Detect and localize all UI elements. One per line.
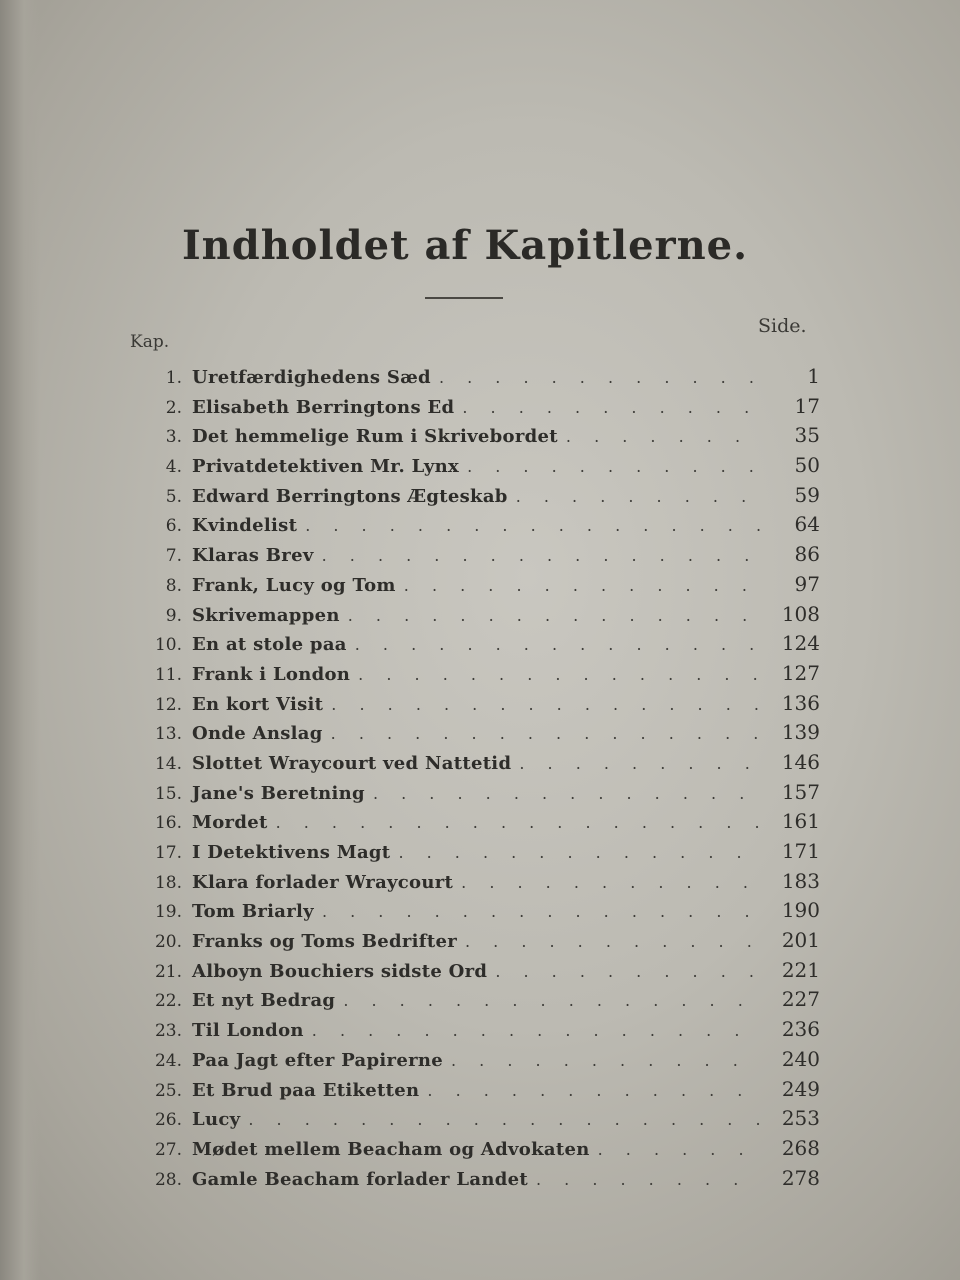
chapter-title: Et nyt Bedrag: [192, 990, 336, 1012]
chapter-page-number: 59: [794, 482, 820, 507]
chapter-number: 14.: [154, 753, 182, 774]
toc-entry: [130, 483, 820, 513]
toc-entry: [130, 1077, 820, 1107]
title-divider: [425, 297, 503, 299]
dot-leader: [343, 991, 760, 1010]
toc-entry: [130, 572, 820, 602]
chapter-page-number: 108: [781, 601, 820, 626]
chapter-number: 23.: [154, 1021, 182, 1042]
toc-entry: [130, 780, 820, 810]
chapter-title: Gamle Beacham forlader Landet: [192, 1168, 528, 1190]
toc-entry: [130, 898, 820, 928]
toc-entry: [130, 453, 820, 483]
dot-leader: [462, 398, 760, 417]
chapter-number: 15.: [154, 783, 182, 804]
toc-entry: [130, 542, 820, 572]
chapter-number: 8.: [165, 575, 182, 596]
chapter-page-number: 161: [781, 809, 820, 834]
table-of-contents: [130, 364, 820, 1195]
chapter-title: Paa Jagt efter Papirerne: [192, 1049, 443, 1071]
chapter-page-number: 171: [781, 839, 820, 863]
chapter-title: Privatdetektiven Mr. Lynx: [192, 456, 460, 478]
chapter-title: Klara forlader Wraycourt: [192, 871, 454, 893]
chapter-page-number: 221: [781, 957, 820, 982]
chapter-title: Mødet mellem Beacham og Advokaten: [192, 1138, 590, 1160]
chapter-page-number: 17: [794, 393, 820, 418]
chapter-number: 13.: [154, 724, 182, 745]
chapter-title: Frank, Lucy og Tom: [192, 574, 396, 596]
dot-leader: [461, 873, 760, 892]
chapter-number: 5.: [165, 486, 182, 507]
dot-leader: [404, 576, 760, 595]
chapter-number: 28.: [154, 1169, 182, 1190]
chapter-title: Mordet: [192, 812, 268, 834]
chapter-number: 11.: [154, 664, 182, 685]
toc-entry: [130, 809, 820, 839]
chapter-number: 22.: [154, 991, 182, 1012]
chapter-title: Frank i London: [192, 663, 351, 685]
chapter-page-number: 86: [794, 542, 820, 567]
toc-entry: [130, 364, 820, 394]
chapter-title: Elisabeth Berringtons Ed: [192, 396, 455, 418]
chapter-number: 6.: [165, 516, 182, 537]
chapter-number: 16.: [154, 813, 182, 834]
dot-leader: [398, 843, 760, 862]
dot-leader: [451, 1051, 760, 1070]
dot-leader: [322, 902, 760, 921]
chapter-page-number: 227: [781, 987, 820, 1012]
chapter-page-number: 50: [794, 453, 820, 478]
chapter-page-number: 249: [781, 1076, 820, 1101]
chapter-title: Jane's Beretning: [192, 782, 365, 804]
dot-leader: [439, 368, 760, 387]
chapter-page-number: 157: [781, 779, 820, 804]
dot-leader: [495, 962, 760, 981]
toc-entry: [130, 512, 820, 542]
chapter-page-number: 136: [781, 690, 820, 715]
toc-entry: [130, 958, 820, 988]
dot-leader: [322, 546, 760, 565]
chapter-title: Et Brud paa Etiketten: [192, 1079, 420, 1101]
chapter-title: Skrivemappen: [192, 604, 340, 626]
chapter-page-number: 64: [794, 512, 820, 537]
dot-leader: [331, 724, 760, 743]
dot-leader: [331, 695, 760, 714]
chapter-page-number: 183: [781, 868, 820, 893]
chapter-number: 25.: [154, 1080, 182, 1101]
toc-entry: [130, 661, 820, 691]
dot-leader: [355, 635, 760, 654]
chapter-number: 17.: [154, 843, 182, 863]
chapter-title: Uretfærdighedens Sæd: [192, 367, 431, 388]
chapter-page-number: 139: [781, 720, 820, 745]
toc-entry: [130, 987, 820, 1017]
toc-entry: [130, 1106, 820, 1136]
chapter-page-number: 124: [781, 631, 820, 656]
dot-leader: [519, 754, 760, 773]
chapter-page-number: 253: [781, 1106, 820, 1131]
chapter-title: Klaras Brev: [192, 545, 314, 567]
chapter-number: 3.: [165, 427, 182, 448]
chapter-page-number: 146: [781, 749, 820, 774]
dot-leader: [312, 1021, 760, 1040]
dot-leader: [348, 606, 760, 625]
dot-leader: [465, 932, 760, 951]
dot-leader: [276, 813, 760, 832]
chapter-number: 2.: [165, 397, 182, 418]
chapter-number: 24.: [154, 1050, 182, 1071]
chapter-title: Det hemmelige Rum i Skrivebordet: [192, 426, 558, 448]
chapter-column-header: Kap.: [130, 332, 170, 352]
spine-shadow: [0, 0, 40, 1280]
chapter-page-number: 278: [781, 1165, 820, 1190]
chapter-number: 20.: [154, 932, 182, 953]
chapter-number: 21.: [154, 961, 182, 982]
toc-entry: [130, 691, 820, 721]
chapter-number: 18.: [154, 872, 182, 893]
chapter-title: Til London: [192, 1020, 304, 1042]
dot-leader: [248, 1110, 760, 1129]
dot-leader: [358, 665, 760, 684]
toc-entry: [130, 631, 820, 661]
chapter-title: Kvindelist: [192, 515, 298, 537]
toc-entry: [130, 602, 820, 632]
chapter-page-number: 236: [781, 1017, 820, 1042]
toc-entry: [130, 394, 820, 424]
chapter-page-number: 127: [781, 660, 820, 685]
toc-entry: [130, 750, 820, 780]
chapter-title: Franks og Toms Bedrifter: [192, 931, 457, 953]
dot-leader: [566, 427, 760, 446]
chapter-page-number: 190: [781, 898, 820, 923]
chapter-page-number: 1: [807, 364, 820, 388]
chapter-title: En at stole paa: [192, 634, 347, 656]
chapter-number: 9.: [165, 605, 182, 626]
chapter-page-number: 268: [781, 1135, 820, 1160]
toc-entry: [130, 423, 820, 453]
chapter-page-number: 97: [794, 571, 820, 596]
dot-leader: [467, 457, 760, 476]
dot-leader: [305, 516, 760, 535]
chapter-number: 10.: [154, 635, 182, 656]
chapter-number: 1.: [165, 368, 182, 388]
chapter-title: Alboyn Bouchiers sidste Ord: [192, 960, 488, 982]
toc-entry: [130, 1136, 820, 1166]
toc-entry: [130, 839, 820, 869]
page-column-header: Side.: [758, 315, 807, 337]
chapter-title: Tom Briarly: [192, 901, 314, 923]
chapter-number: 7.: [165, 546, 182, 567]
dot-leader: [536, 1170, 760, 1189]
toc-entry: [130, 1017, 820, 1047]
chapter-number: 12.: [154, 694, 182, 715]
chapter-title: Edward Berringtons Ægteskab: [192, 485, 508, 507]
chapter-page-number: 35: [794, 423, 820, 448]
chapter-number: 4.: [165, 457, 182, 478]
chapter-title: En kort Visit: [192, 693, 324, 715]
dot-leader: [516, 487, 760, 506]
chapter-page-number: 240: [781, 1046, 820, 1071]
chapter-number: 27.: [154, 1139, 182, 1160]
chapter-number: 26.: [154, 1110, 182, 1131]
toc-entry: [130, 1166, 820, 1196]
toc-entry: [130, 869, 820, 899]
chapter-title: Slottet Wraycourt ved Nattetid: [192, 752, 512, 774]
toc-entry: [130, 928, 820, 958]
chapter-page-number: 201: [781, 928, 820, 953]
chapter-number: 19.: [154, 902, 182, 923]
toc-entry: [130, 720, 820, 750]
dot-leader: [427, 1081, 760, 1100]
dot-leader: [373, 784, 760, 803]
dot-leader: [598, 1140, 760, 1159]
chapter-title: I Detektivens Magt: [192, 842, 391, 863]
page-title: Indholdet af Kapitlerne.: [181, 222, 749, 269]
chapter-title: Lucy: [192, 1109, 241, 1131]
chapter-title: Onde Anslag: [192, 723, 323, 745]
toc-entry: [130, 1047, 820, 1077]
